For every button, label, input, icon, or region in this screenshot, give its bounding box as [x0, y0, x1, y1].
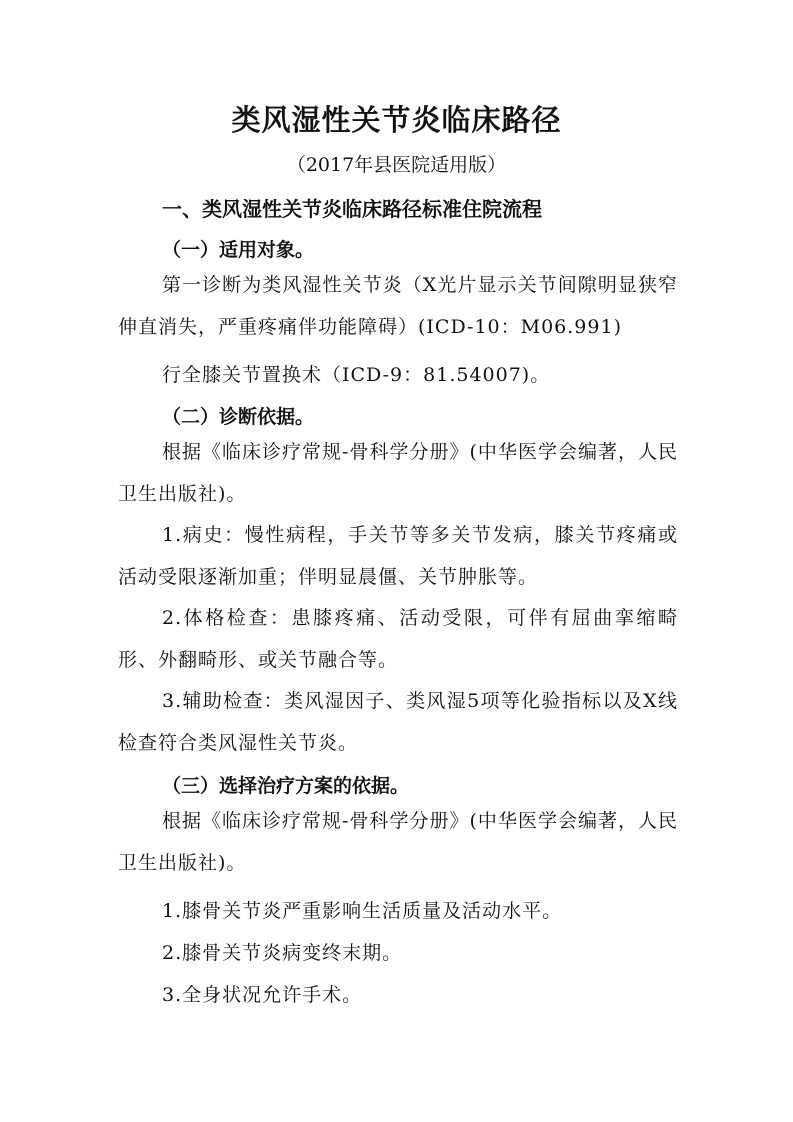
paragraph-history: 1.病史：慢性病程，手关节等多关节发病，膝关节疼痛或活动受限逐渐加重；伴明显晨僵、关节肿胀等。	[118, 524, 678, 588]
list-item: 2.膝骨关节炎病变终末期。	[162, 942, 403, 964]
paragraph-treatment-basis: 根据《临床诊疗常规-骨科学分册》(中华医学会编著，人民卫生出版社)。	[118, 810, 678, 874]
document-title: 类风湿性关节炎临床路径	[231, 103, 562, 137]
paragraph-physical-exam: 2.体格检查：患膝疼痛、活动受限，可伴有屈曲挛缩畸形、外翻畸形、或关节融合等。	[118, 607, 678, 671]
paragraph-surgery: 行全膝关节置换术（ICD-9：81.54007)。	[162, 364, 551, 386]
subsection-heading-1: （一）适用对象。	[162, 239, 315, 261]
document-subtitle: （2017年县医院适用版）	[286, 154, 507, 176]
paragraph-applicable-object: 第一诊断为类风湿性关节炎（X光片显示关节间隙明显狭窄伸直消失，严重疼痛伴功能障碍）(ICD-10：M06.991)	[118, 274, 678, 338]
subsection-heading-2: （二）诊断依据。	[162, 406, 315, 428]
paragraph-diagnosis-basis: 根据《临床诊疗常规-骨科学分册》(中华医学会编著，人民卫生出版社)。	[118, 441, 678, 505]
paragraph-auxiliary-exam: 3.辅助检查：类风湿因子、类风湿5项等化验指标以及X线检查符合类风湿性关节炎。	[118, 690, 678, 754]
section-heading-1: 一、类风湿性关节炎临床路径标准住院流程	[162, 197, 542, 221]
list-item: 1.膝骨关节炎严重影响生活质量及活动水平。	[162, 900, 563, 922]
subsection-heading-3: （三）选择治疗方案的依据。	[162, 775, 410, 797]
list-item: 3.全身状况允许手术。	[162, 984, 363, 1006]
